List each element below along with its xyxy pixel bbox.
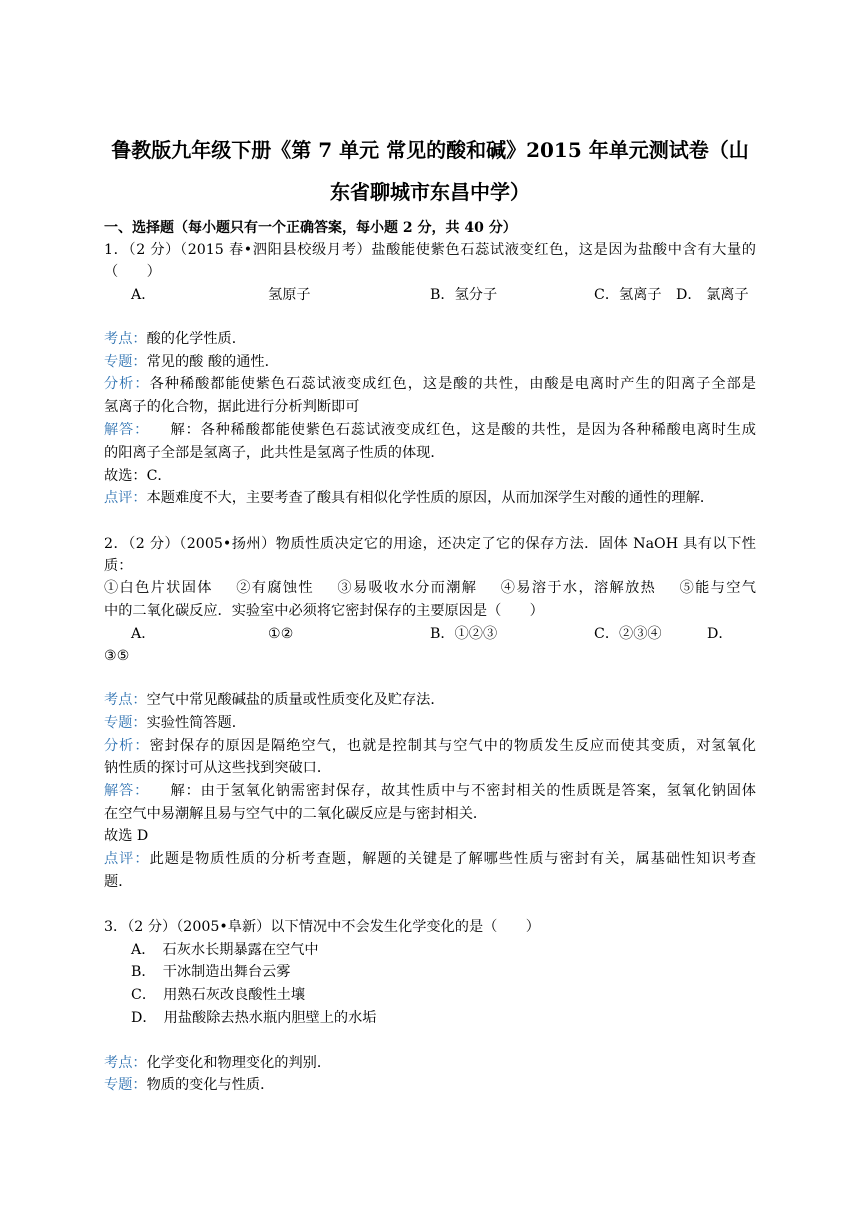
q1-answer: 故选：C． bbox=[104, 468, 172, 484]
q2-zhuanti bbox=[104, 713, 246, 733]
q2-option-c: C．②③④ bbox=[594, 626, 662, 642]
q1-jieda-line-2: 的阳离子全部是氢离子，此共性是氢离子性质的体现． bbox=[104, 445, 445, 461]
fenxi-label: 分析： bbox=[104, 738, 150, 754]
q2-fenxi-line-2: 钠性质的探讨可从这些找到突破口． bbox=[104, 760, 332, 776]
q1-stem-line-2: （ ） bbox=[104, 264, 161, 280]
q3-option-c: C． 用熟石灰改良酸性土壤 bbox=[131, 987, 306, 1003]
q3-stem: 3．（2 分）（2005•阜新）以下情况中不会发生化学变化的是（ ） bbox=[104, 919, 540, 935]
zhuanti-label: 专题： bbox=[104, 715, 147, 731]
kaodian-label: 考点： bbox=[104, 1055, 147, 1071]
q1-zhuanti-text: 常见的酸 酸的通性． bbox=[146, 354, 279, 370]
q3-option-a: A． 石灰水长期暴露在空气中 bbox=[131, 942, 319, 958]
kaodian-label: 考点： bbox=[104, 692, 147, 708]
q2-dianping-line-2: 题． bbox=[104, 874, 133, 890]
q3-kaodian bbox=[104, 1053, 331, 1073]
q1-stem-line-1: 1．（2 分）（2015 春•泗阳县校级月考）盐酸能使紫色石蕊试液变红色，这是因为盐酸中含有大量的 bbox=[104, 242, 756, 258]
q2-stem-line-4: 中的二氧化碳反应．实验室中必须将它密封保存的主要原因是（ ） bbox=[104, 603, 544, 619]
q2-kaodian-text: 空气中常见酸碱盐的质量或性质变化及贮存法． bbox=[146, 692, 445, 708]
fenxi-label: 分析： bbox=[104, 376, 150, 392]
zhuanti-label: 专题： bbox=[104, 354, 147, 370]
q2-dianping-line-1 bbox=[104, 849, 756, 869]
q2-jieda-line-2: 在空气中易潮解且易与空气中的二氧化碳反应是与密封相关． bbox=[104, 806, 488, 822]
q2-fenxi-text-1: 密封保存的原因是隔绝空气，也就是控制其与空气中的物质发生反应而使其变质，对氢氧化 bbox=[149, 738, 756, 754]
q2-jieda-text-1: 解：由于氢氧化钠需密封保存，故其性质中与不密封相关的性质既是答案，氢氧化钠固体 bbox=[149, 783, 756, 799]
q1-jieda-line-1 bbox=[104, 420, 756, 440]
dianping-label: 点评： bbox=[104, 490, 147, 506]
q2-dianping-text-1: 此题是物质性质的分析考查题，解题的关键是了解哪些性质与密封有关，属基础性知识考查 bbox=[149, 851, 756, 867]
document-title-line-1: 鲁教版九年级下册《第 7 单元 常见的酸和碱》2015 年单元测试卷（山 bbox=[111, 138, 749, 162]
q3-option-d: D． 用盐酸除去热水瓶内胆壁上的水垢 bbox=[131, 1010, 377, 1026]
kaodian-label: 考点： bbox=[104, 331, 147, 347]
q1-jieda-text-1: 解：各种稀酸都能使紫色石蕊试液变成红色，这是酸的共性，是因为各种稀酸电离时生成 bbox=[149, 422, 756, 438]
q1-option-c: C．氢离子 bbox=[594, 287, 662, 303]
jieda-label: 解答： bbox=[104, 422, 150, 438]
q1-fenxi-line-1 bbox=[104, 374, 756, 394]
q2-zhuanti-text: 实验性简答题． bbox=[146, 715, 246, 731]
q1-dianping bbox=[104, 488, 714, 508]
q3-kaodian-text: 化学变化和物理变化的判别． bbox=[146, 1055, 332, 1071]
q1-option-b: B．氢分子 bbox=[430, 287, 498, 303]
q1-dianping-text: 本题难度不大，主要考查了酸具有相似化学性质的原因，从而加深学生对酸的通性的理解． bbox=[146, 490, 715, 506]
document-title-line-2: 东省聊城市东昌中学） bbox=[330, 180, 530, 204]
q2-stem-line-2: 质： bbox=[104, 558, 133, 574]
q1-kaodian bbox=[104, 329, 246, 349]
q2-jieda-line-1 bbox=[104, 781, 756, 801]
q1-option-a-label: A． bbox=[131, 287, 156, 303]
q3-zhuanti bbox=[104, 1075, 274, 1095]
q1-kaodian-text: 酸的化学性质． bbox=[146, 331, 246, 347]
q1-option-d: D． 氯离子 bbox=[676, 287, 749, 303]
q2-option-a-label: A． bbox=[131, 626, 156, 642]
section-header: 一、选择题（每小题只有一个正确答案，每小题 2 分，共 40 分） bbox=[104, 220, 517, 236]
q2-stem-line-1: 2．（2 分）（2005•扬州）物质性质决定它的用途，还决定了它的保存方法．固体 NaOH 具有以下性 bbox=[104, 536, 756, 552]
q2-fenxi-line-1 bbox=[104, 736, 756, 756]
q2-answer: 故选 D bbox=[104, 828, 149, 844]
q2-option-d-label: D． bbox=[707, 626, 733, 642]
q3-zhuanti-text: 物质的变化与性质． bbox=[146, 1077, 275, 1093]
q1-fenxi-text-1: 各种稀酸都能使紫色石蕊试液变成红色，这是酸的共性，由酸是电离时产生的阳离子全部是 bbox=[149, 376, 756, 392]
dianping-label: 点评： bbox=[104, 851, 150, 867]
q1-option-a-text: 氢原子 bbox=[268, 287, 311, 303]
q2-stem-line-3: ①白色片状固体 ②有腐蚀性 ③易吸收水分而潮解 ④易溶于水，溶解放热 ⑤能与空气 bbox=[104, 580, 756, 596]
q2-option-a-text: ①② bbox=[268, 626, 294, 642]
q2-option-b: B．①②③ bbox=[430, 626, 498, 642]
q3-option-b: B． 干冰制造出舞台云雾 bbox=[131, 964, 291, 980]
q1-zhuanti bbox=[104, 352, 279, 372]
zhuanti-label: 专题： bbox=[104, 1077, 147, 1093]
q2-option-d-text: ③⑤ bbox=[104, 648, 130, 664]
q2-kaodian bbox=[104, 690, 445, 710]
jieda-label: 解答： bbox=[104, 783, 150, 799]
q1-fenxi-line-2: 氢离子的化合物，据此进行分析判断即可 bbox=[104, 399, 360, 415]
